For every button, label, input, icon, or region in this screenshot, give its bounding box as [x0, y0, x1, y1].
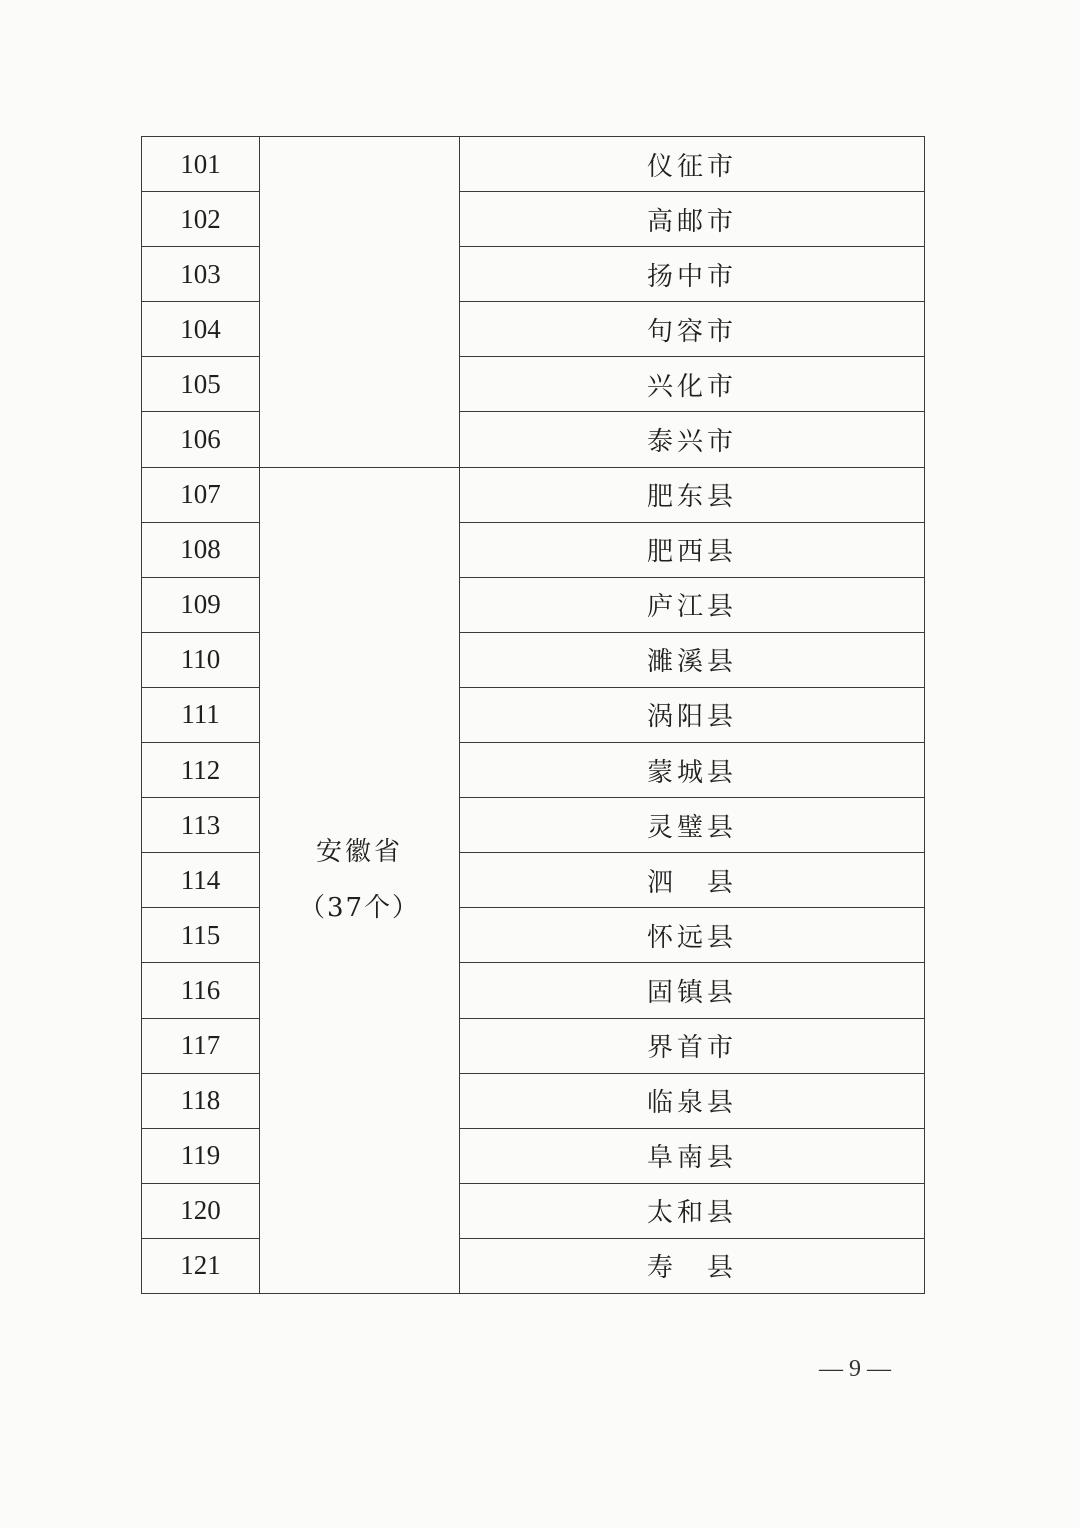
table-row	[142, 1183, 925, 1238]
province-name: 安徽省	[315, 837, 403, 868]
row-number-cell: 109	[142, 577, 260, 632]
county-name-cell: 怀远县	[460, 908, 925, 963]
county-name-cell: 界首市	[460, 1018, 925, 1073]
table-row	[142, 963, 925, 1018]
row-number-cell: 101	[142, 137, 260, 192]
province-count: （37个）	[298, 893, 421, 924]
county-name-cell: 蒙城县	[460, 743, 925, 798]
table-row	[142, 522, 925, 577]
county-name-cell: 肥西县	[460, 522, 925, 577]
row-number-cell: 103	[142, 247, 260, 302]
row-number-cell: 113	[142, 798, 260, 853]
row-number-cell: 106	[142, 412, 260, 467]
table-row	[142, 1018, 925, 1073]
table-row	[142, 137, 925, 192]
province-cell	[260, 467, 460, 1293]
table-row	[142, 743, 925, 798]
county-name-cell: 太和县	[460, 1183, 925, 1238]
row-number-cell: 108	[142, 522, 260, 577]
row-number-cell: 102	[142, 192, 260, 247]
county-name-cell: 兴化市	[460, 357, 925, 412]
table-row	[142, 302, 925, 357]
row-number-cell: 120	[142, 1183, 260, 1238]
county-name-cell: 泰兴市	[460, 412, 925, 467]
row-number-cell: 118	[142, 1073, 260, 1128]
province-cell	[260, 137, 460, 468]
row-number-cell: 111	[142, 687, 260, 742]
county-name-cell: 濉溪县	[460, 632, 925, 687]
county-name-cell: 灵璧县	[460, 798, 925, 853]
table-row	[142, 798, 925, 853]
table-row	[142, 467, 925, 522]
county-name-cell: 肥东县	[460, 467, 925, 522]
table-row	[142, 632, 925, 687]
table-row	[142, 853, 925, 908]
county-name-cell: 涡阳县	[460, 687, 925, 742]
page-number: — 9 —	[819, 1356, 891, 1382]
county-name-cell: 仪征市	[460, 137, 925, 192]
county-name-cell: 临泉县	[460, 1073, 925, 1128]
table-row	[142, 1238, 925, 1293]
table-row	[142, 577, 925, 632]
table-row	[142, 908, 925, 963]
county-name-cell: 泗 县	[460, 853, 925, 908]
row-number-cell: 104	[142, 302, 260, 357]
table-row	[142, 357, 925, 412]
county-name-cell: 句容市	[460, 302, 925, 357]
county-name-cell: 扬中市	[460, 247, 925, 302]
row-number-cell: 117	[142, 1018, 260, 1073]
row-number-cell: 114	[142, 853, 260, 908]
table-body	[142, 137, 925, 1294]
row-number-cell: 121	[142, 1238, 260, 1293]
row-number-cell: 112	[142, 743, 260, 798]
county-name-cell: 庐江县	[460, 577, 925, 632]
row-number-cell: 115	[142, 908, 260, 963]
county-list-table	[141, 136, 925, 1294]
row-number-cell: 107	[142, 467, 260, 522]
row-number-cell: 110	[142, 632, 260, 687]
table-row	[142, 247, 925, 302]
table-row	[142, 1073, 925, 1128]
table-row	[142, 1128, 925, 1183]
county-name-cell: 寿 县	[460, 1238, 925, 1293]
county-name-cell: 固镇县	[460, 963, 925, 1018]
county-name-cell: 阜南县	[460, 1128, 925, 1183]
county-name-cell: 高邮市	[460, 192, 925, 247]
table-row	[142, 412, 925, 467]
row-number-cell: 119	[142, 1128, 260, 1183]
table-row	[142, 687, 925, 742]
row-number-cell: 116	[142, 963, 260, 1018]
row-number-cell: 105	[142, 357, 260, 412]
table-row	[142, 192, 925, 247]
